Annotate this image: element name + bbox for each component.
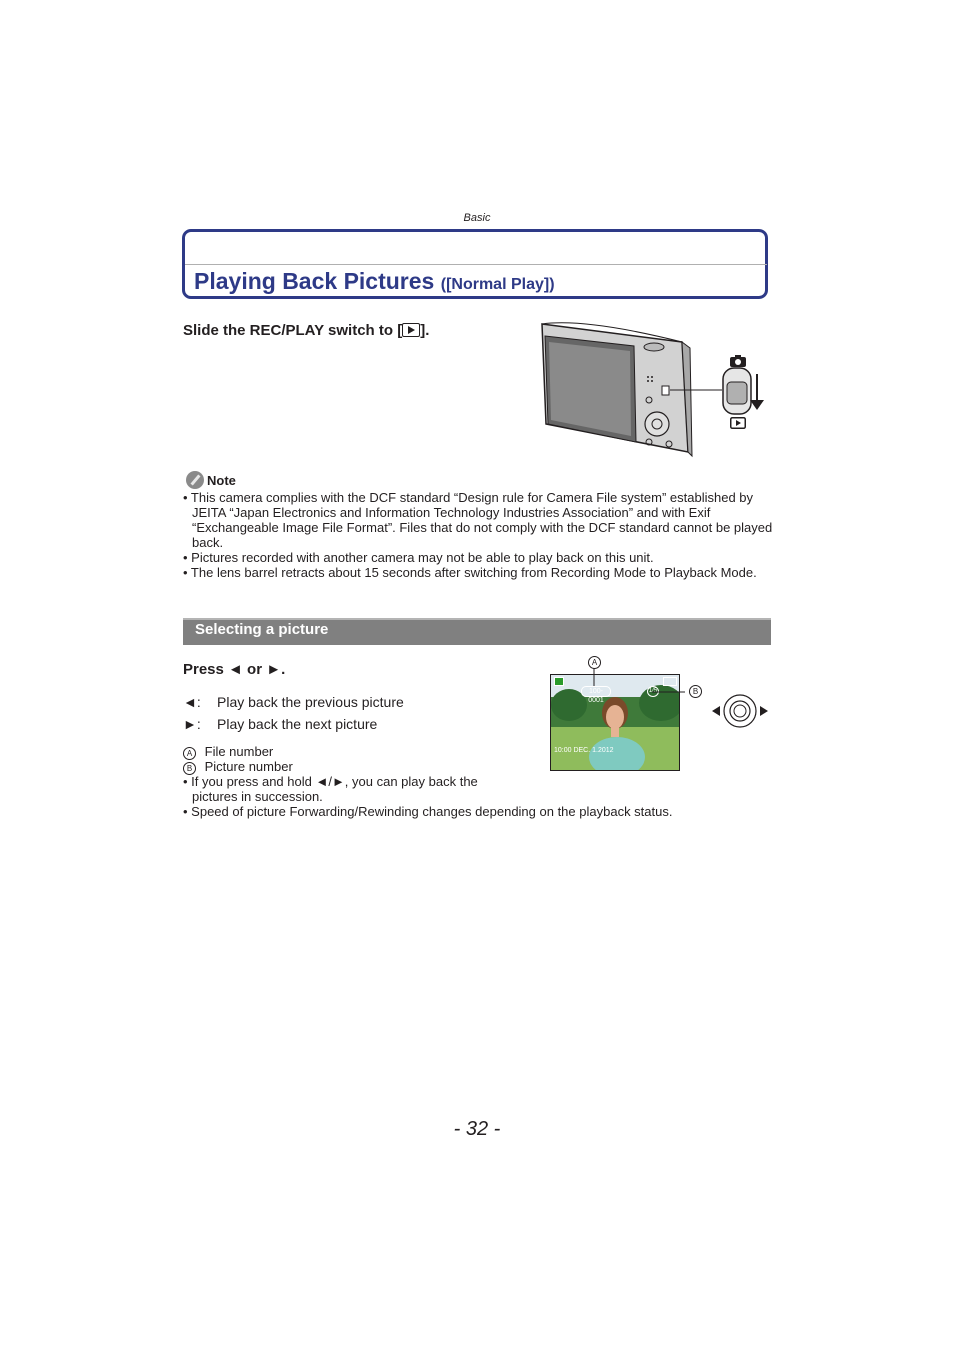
left-arrow-key: ◄: (183, 694, 201, 710)
label-a-circle: A (183, 747, 196, 760)
step-press-arrows: Press ◄ or ►. (183, 661, 286, 678)
list-item: • Speed of picture Forwarding/Rewinding changes depending on the playback status. (183, 804, 673, 819)
note-label: Note (207, 473, 236, 488)
file-number-readout: 100-0001 (581, 686, 611, 697)
title-sub: ([Normal Play]) (440, 276, 555, 293)
camera-rec-icon (730, 354, 746, 366)
list-item: • This camera complies with the DCF standard “Design rule for Camera File system” established by JEITA “Japan Electronics and Information Technology Industries Association” and with Exif “Exchangeable Image File Format”. Files that do not comply with the DCF standard cannot be played back. (183, 490, 773, 550)
picture-number-readout: 1/5 (647, 686, 659, 697)
section-heading: Selecting a picture (195, 621, 329, 638)
selecting-list-2 (183, 804, 773, 819)
selecting-list (183, 774, 503, 804)
section-label: Basic (463, 212, 491, 224)
page-title (194, 268, 555, 295)
list-item: • Pictures recorded with another camera may not be able to play back on this unit. (183, 550, 654, 565)
left-arrow-description: Play back the previous picture (217, 694, 404, 710)
label-b-circle: B (183, 762, 196, 775)
legend-b (183, 759, 293, 775)
note-pencil-icon (186, 471, 204, 489)
title-rule (185, 264, 767, 265)
legend-a-text: File number (204, 744, 274, 759)
callout-lines (586, 666, 706, 706)
callout-b: B (689, 685, 702, 698)
cursor-pad-icon (710, 690, 770, 732)
list-item: • If you press and hold ◄/►, you can play back the pictures in succession. (183, 774, 478, 804)
date-readout: 10:00 DEC. 1.2012 (554, 747, 614, 754)
play-mode-badge (554, 677, 564, 686)
playback-mode-icon (730, 416, 746, 428)
right-arrow-key: ►: (183, 716, 201, 732)
callout-a: A (588, 656, 601, 669)
legend-b-text: Picture number (204, 759, 293, 774)
playback-icon (402, 323, 420, 337)
title-main: Playing Back Pictures (194, 268, 435, 294)
list-item: • The lens barrel retracts about 15 seconds after switching from Recording Mode to Playback Mode. (183, 565, 757, 580)
right-arrow-description: Play back the next picture (217, 716, 378, 732)
camera-rear-illustration (536, 316, 772, 460)
step-slide-switch (183, 322, 429, 339)
note-heading (186, 471, 236, 489)
page-number: - 32 - (453, 1118, 501, 1140)
note-list (183, 490, 773, 580)
step-text-after: ]. (420, 322, 430, 339)
step-text-before: Slide the REC/PLAY switch to [ (183, 322, 403, 339)
legend-a (183, 744, 273, 760)
